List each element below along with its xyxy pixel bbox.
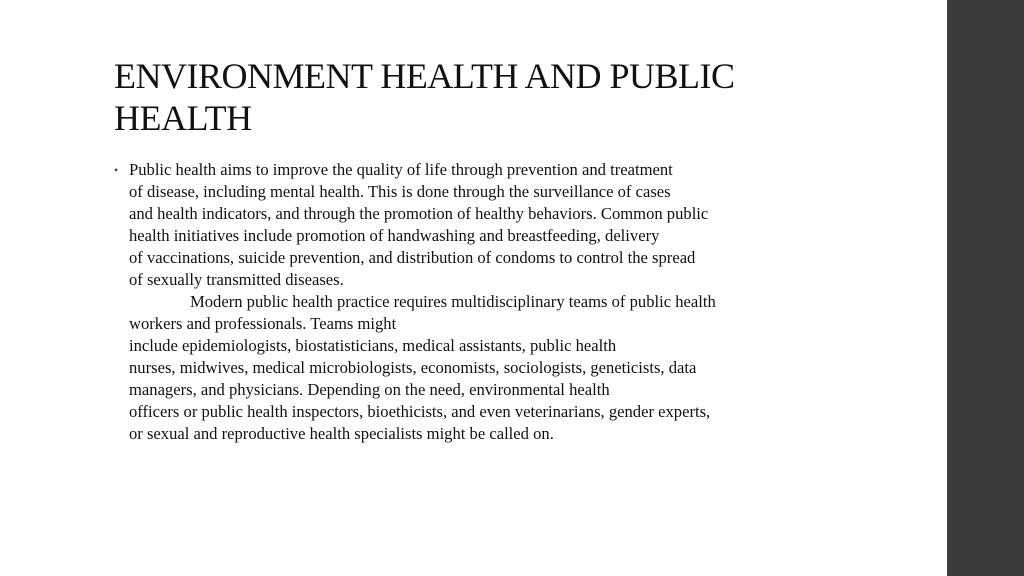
body-line: health initiatives include promotion of handwashing and breastfeeding, delivery [129,226,660,245]
slide-title-line-2: HEALTH [114,98,252,138]
body-line-indented: Modern public health practice requires multidisciplinary teams of public health [190,292,716,311]
body-line: Public health aims to improve the quality of life through prevention and treatment [129,160,673,179]
slide-title [114,55,874,139]
body-line: managers, and physicians. Depending on the need, environmental health [129,380,610,399]
body-line: of disease, including mental health. This is done through the surveillance of cases [129,182,671,201]
side-accent-bar [947,0,1024,576]
bullet-text [129,159,716,445]
bullet-icon: • [114,163,119,177]
body-line: and health indicators, and through the promotion of healthy behaviors. Common public [129,204,709,223]
body-line: officers or public health inspectors, bioethicists, and even veterinarians, gender experts, [129,402,711,421]
slide-title-line-1: ENVIRONMENT HEALTH AND PUBLIC [114,56,735,96]
body-line: nurses, midwives, medical microbiologists, economists, sociologists, geneticists, data [129,358,697,377]
body-line: workers and professionals. Teams might [129,314,397,333]
body-line: of sexually transmitted diseases. [129,270,344,289]
body-line: of vaccinations, suicide prevention, and distribution of condoms to control the spread [129,248,696,267]
body-line: or sexual and reproductive health specialists might be called on. [129,424,554,443]
body-line: include epidemiologists, biostatisticians, medical assistants, public health [129,336,617,355]
